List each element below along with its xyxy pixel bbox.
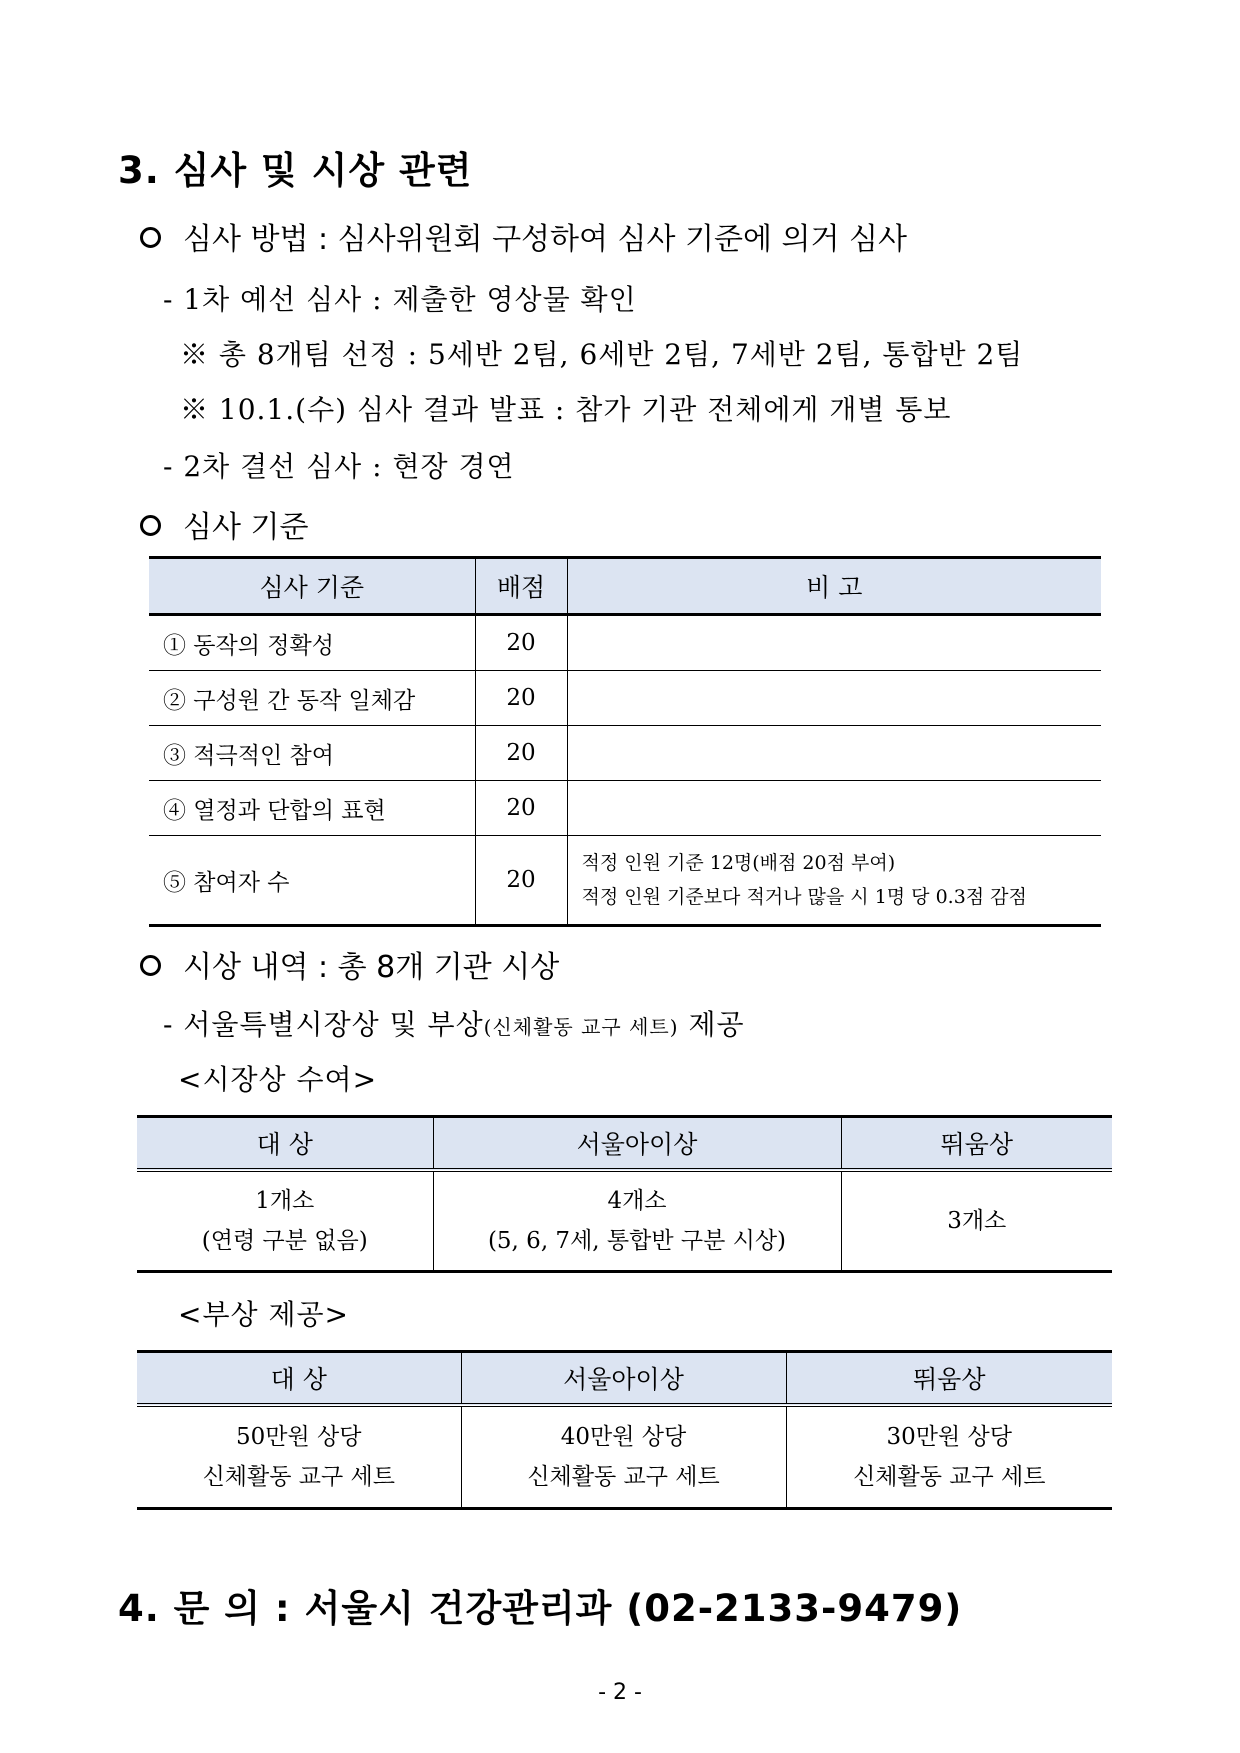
criterion-cell: ② 구성원 간 동작 일체감 <box>149 671 475 726</box>
circle-bullet-icon <box>140 515 161 536</box>
column-header: 배점 <box>475 558 567 615</box>
cell-line-1: 50만원 상당 <box>236 1424 362 1450</box>
circle-bullet-icon <box>140 955 161 976</box>
table-row <box>149 615 1101 671</box>
second-round-line: - 2차 결선 심사 : 현장 경연 <box>163 450 515 483</box>
note-cell <box>567 615 1101 671</box>
award-text: 시상 내역 : 총 8개 기관 시상 <box>183 950 560 985</box>
criteria-bullet <box>140 502 308 546</box>
prize-table <box>137 1350 1112 1510</box>
column-header: 대 상 <box>137 1352 461 1406</box>
table-cell <box>841 1170 1112 1272</box>
table-cell <box>433 1170 841 1272</box>
table-row <box>149 781 1101 836</box>
score-cell: 20 <box>475 615 567 671</box>
note-cell <box>567 781 1101 836</box>
column-header: 심사 기준 <box>149 558 475 615</box>
table-cell <box>137 1170 433 1272</box>
section-3-title: 3. 심사 및 시상 관련 <box>118 149 473 192</box>
table-header-row <box>137 1352 1112 1406</box>
criterion-cell: ⑤ 참여자 수 <box>149 836 475 926</box>
table-cell <box>461 1405 786 1509</box>
cell-line-1: 3개소 <box>947 1208 1007 1234</box>
cell-line-1: 40만원 상당 <box>560 1424 687 1450</box>
award-small-text: (신체활동 교구 세트) <box>483 1015 679 1039</box>
column-header: 서울아이상 <box>433 1117 841 1171</box>
note-cell <box>567 726 1101 781</box>
method-text: 심사 방법 : 심사위원회 구성하여 심사 기준에 의거 심사 <box>183 222 907 257</box>
cell-line-2: 신체활동 교구 세트 <box>202 1464 395 1490</box>
table-row <box>149 726 1101 781</box>
score-cell: 20 <box>475 671 567 726</box>
table-header-row <box>149 558 1101 615</box>
score-cell: 20 <box>475 781 567 836</box>
mayor-award-table <box>137 1115 1112 1273</box>
column-header: 뛰움상 <box>786 1352 1112 1406</box>
note-line-1: 적정 인원 기준 12명(배점 20점 부여) <box>581 852 896 874</box>
cell-line-1: 4개소 <box>607 1188 667 1214</box>
table-cell <box>786 1405 1112 1509</box>
note-total-line: ※ 총 8개팀 선정 : 5세반 2팀, 6세반 2팀, 7세반 2팀, 통합반 2팀 <box>180 338 1024 371</box>
table-row <box>149 836 1101 926</box>
score-cell: 20 <box>475 836 567 926</box>
first-round-line: - 1차 예선 심사 : 제출한 영상물 확인 <box>163 283 637 316</box>
award-end-text: 제공 <box>678 1008 745 1041</box>
section-4-title: 4. 문 의 : 서울시 건강관리과 (02-2133-9479) <box>118 1587 963 1630</box>
prize-caption: <부상 제공> <box>178 1298 350 1331</box>
column-header: 비 고 <box>567 558 1101 615</box>
cell-line-1: 30만원 상당 <box>886 1424 1012 1450</box>
note-line-2: 적정 인원 기준보다 적거나 많을 시 1명 당 0.3점 감점 <box>581 886 1027 908</box>
cell-line-1: 1개소 <box>255 1188 315 1214</box>
award-bullet <box>140 942 559 986</box>
table-header-row <box>137 1117 1112 1171</box>
criterion-cell: ④ 열정과 단합의 표현 <box>149 781 475 836</box>
table-row <box>137 1170 1112 1272</box>
award-main-text: - 서울특별시장상 및 부상 <box>163 1008 484 1041</box>
method-bullet <box>140 214 907 258</box>
column-header: 뛰움상 <box>841 1117 1112 1171</box>
table-cell <box>137 1405 461 1509</box>
cell-line-2: 신체활동 교구 세트 <box>527 1464 720 1490</box>
mayor-award-caption: <시장상 수여> <box>178 1063 378 1096</box>
cell-line-2: (연령 구분 없음) <box>201 1228 368 1254</box>
page-number: - 2 - <box>598 1680 642 1705</box>
cell-line-2: (5, 6, 7세, 통합반 구분 시상) <box>487 1228 787 1254</box>
criterion-cell: ① 동작의 정확성 <box>149 615 475 671</box>
circle-bullet-icon <box>140 227 161 248</box>
criteria-text: 심사 기준 <box>183 510 309 545</box>
table-row <box>137 1405 1112 1509</box>
note-cell <box>567 671 1101 726</box>
score-cell: 20 <box>475 726 567 781</box>
column-header: 대 상 <box>137 1117 433 1171</box>
column-header: 서울아이상 <box>461 1352 786 1406</box>
note-result-line: ※ 10.1.(수) 심사 결과 발표 : 참가 기관 전체에게 개별 통보 <box>180 393 952 426</box>
award-detail-line <box>163 1003 745 1043</box>
table-row <box>149 671 1101 726</box>
cell-line-2: 신체활동 교구 세트 <box>853 1464 1046 1490</box>
note-cell <box>567 836 1101 926</box>
criteria-table <box>149 556 1101 927</box>
criterion-cell: ③ 적극적인 참여 <box>149 726 475 781</box>
